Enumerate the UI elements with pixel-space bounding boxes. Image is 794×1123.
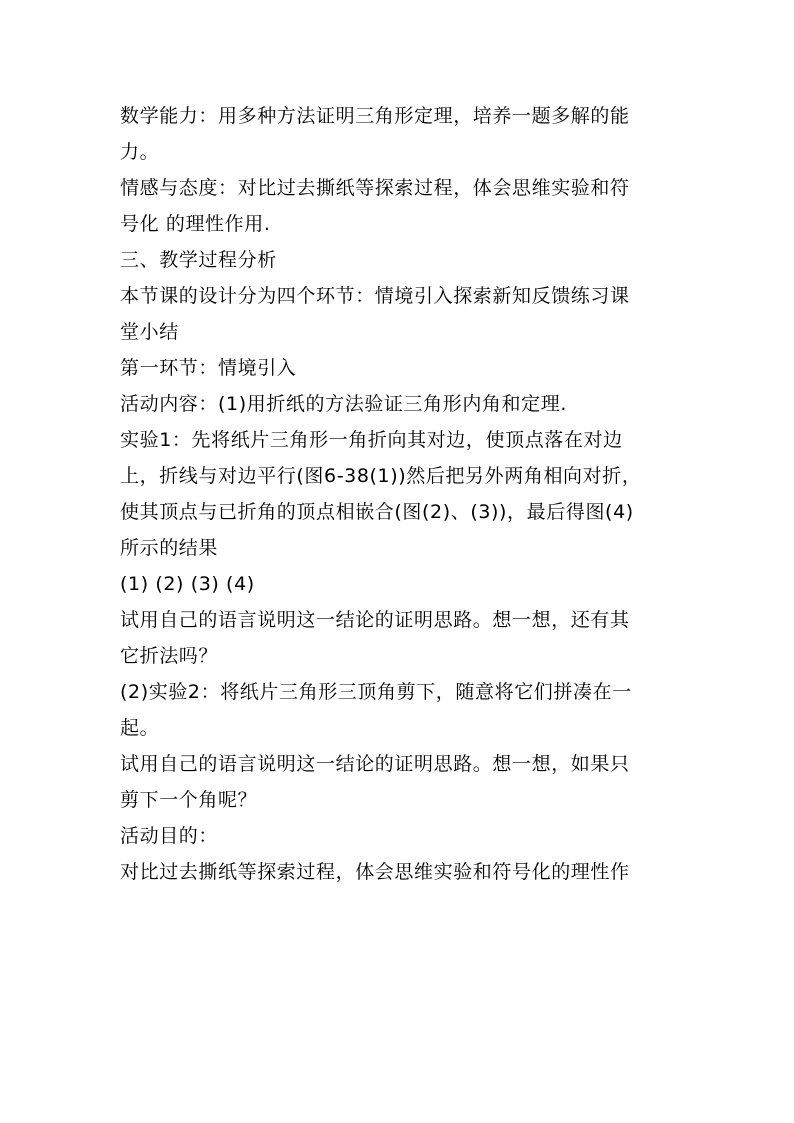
text-line: 情感与态度：对比过去撕纸等探索过程，体会思维实验和符 [120, 177, 630, 199]
text-line: 活动目的： [120, 825, 219, 847]
subsection-heading: 第一环节：情境引入 [120, 357, 297, 379]
text-line: 本节课的设计分为四个环节：情境引入探索新知反馈练习课 [120, 285, 630, 307]
text-line: 试用自己的语言说明这一结论的证明思路。想一想，还有其 [120, 609, 630, 631]
text-line: 号化 的理性作用. [120, 213, 271, 235]
text-line: (2)实验2：将纸片三角形三顶角剪下，随意将它们拼凑在一 [120, 681, 632, 703]
text-line: 对比过去撕纸等探索过程，体会思维实验和符号化的理性作 [120, 861, 630, 883]
figure-labels: (1) (2) (3) (4) [120, 573, 255, 595]
text-line: 数学能力：用多种方法证明三角形定理，培养一题多解的能 [120, 105, 630, 127]
text-line: 堂小结 [120, 321, 179, 343]
text-line: 试用自己的语言说明这一结论的证明思路。想一想，如果只 [120, 753, 630, 775]
text-line: 活动内容：(1)用折纸的方法验证三角形内角和定理. [120, 393, 567, 415]
document-body [120, 98, 680, 890]
text-line: 起。 [120, 717, 160, 739]
text-line: 实验1：先将纸片三角形一角折向其对边，使顶点落在对边 [120, 429, 623, 451]
text-line: 上，折线与对边平行(图6-38(1))然后把另外两角相向对折， [120, 465, 642, 487]
text-line: 它折法吗？ [120, 645, 219, 667]
text-line: 力。 [120, 141, 160, 163]
text-line: 剪下一个角呢？ [120, 789, 258, 811]
text-line: 所示的结果 [120, 537, 219, 559]
section-heading: 三、教学过程分析 [120, 249, 277, 271]
text-line: 使其顶点与已折角的顶点相嵌合(图(2)、(3))，最后得图(4) [120, 501, 634, 523]
